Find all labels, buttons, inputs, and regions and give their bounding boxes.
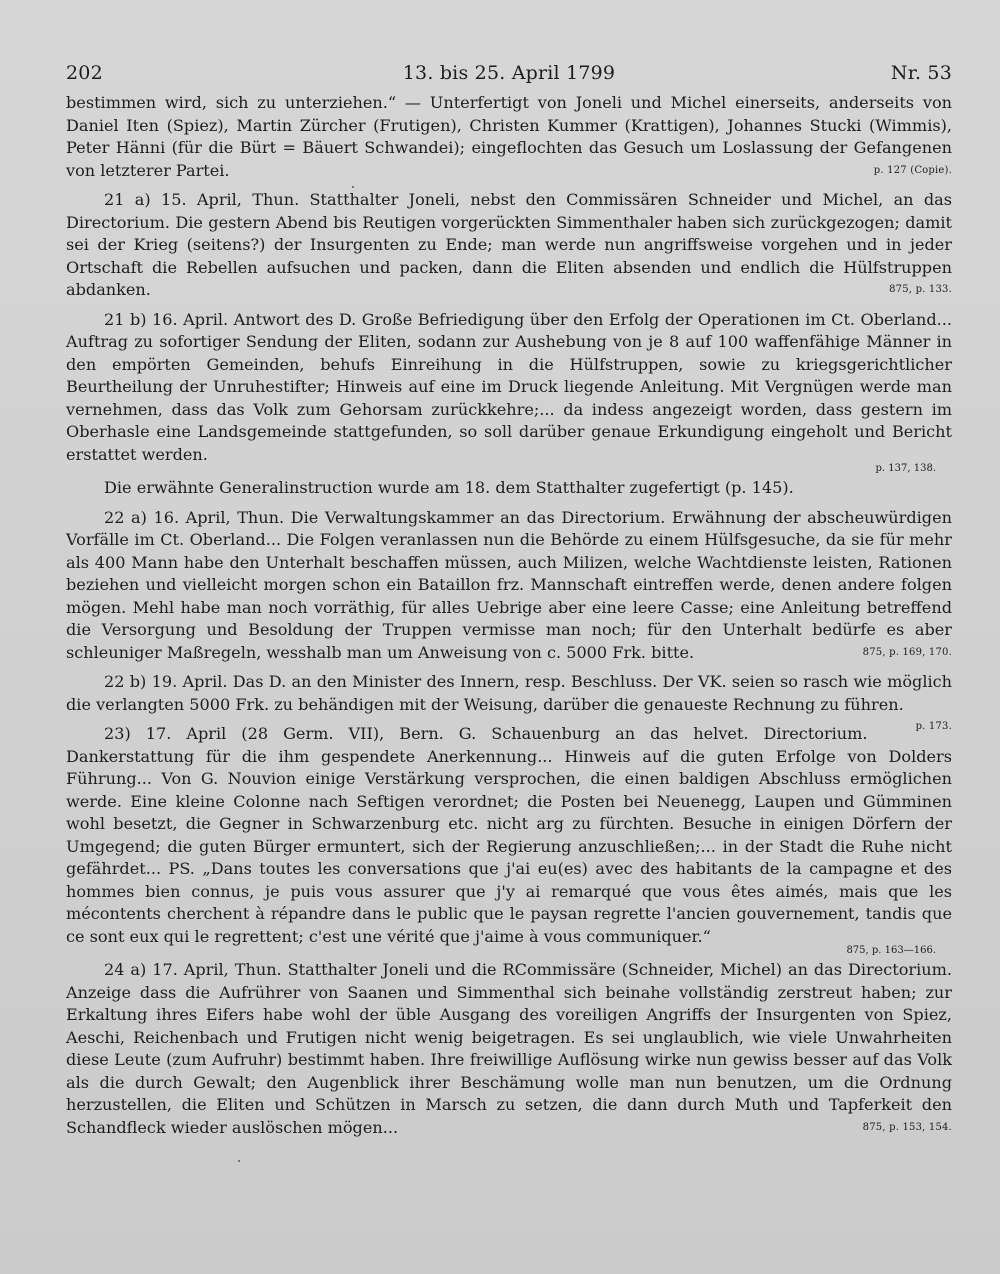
paper-speck	[352, 186, 354, 188]
issue-number: Nr. 53	[890, 62, 952, 84]
archive-reference: 875, p. 153, 154.	[862, 1121, 952, 1133]
archive-reference: p. 173.	[915, 721, 952, 732]
paragraph-24a	[66, 959, 952, 1139]
paragraph-continuation	[66, 92, 952, 182]
page-header	[66, 62, 952, 84]
paragraph-22a	[66, 507, 952, 665]
paragraph-text: 21 b) 16. April. Antwort des D. Große Befriedigung über den Erfolg der Operationen im Ct. Oberland... Auftrag zu sofortiger Sendung der Eliten, sodann zur Aushebung von je 8 auf 100 waffenfähige Männer in den empörten Gemeinden, behufs Einreihung in die Hülfstruppen, sowie zu kriegsgerichtlicher Beurtheilung der Unruhestifter; Hinweis auf eine im Druck liegende Anleitung. Mit Vergnügen werde man vernehmen, dass das Volk zum Gehorsam zurückkehre;... da indess angezeigt worden, dass gestern im Oberhasle eine Landsgemeinde stattgefunden, so soll darüber genaue Erkundigung eingeholt und Bericht erstattet werden.	[66, 309, 952, 464]
archive-reference: 875, p. 169, 170.	[862, 646, 952, 658]
paragraph-text: 24 a) 17. April, Thun. Statthalter Joneli und die RCommissäre (Schneider, Michel) an das Directorium. Anzeige dass die Aufrührer von Saanen und Simmenthal sich beinahe vollständig zerstreut haben; zur Erkaltung ihres Eifers habe wohl der üble Ausgang des voreiligen Angriffs der Insurgenten von Spiez, Aeschi, Reichenbach und Frutigen nicht wenig beigetragen. Es sei unglaublich, wie viele Unwahrheiten diese Leute (zum Aufruhr) bestimmt haben. Ihre freiwillige Auflösung wirke nun gewiss besser auf das Volk als die durch Gewalt; den Augenblick ihrer Beschämung wolle man nun benutzen, um die Ordnung herzustellen, die Eliten und Schützen in Marsch zu setzen, die dann durch Muth und Tapferkeit den Schandfleck wieder auslöschen mögen...	[66, 960, 952, 1137]
paragraph-text: 21 a) 15. April, Thun. Statthalter Joneli, nebst den Commissären Schneider und Michel, an das Directorium. Die gestern Abend bis Reutigen vorgerückten Simmenthaler haben sich zurückgezogen; damit sei der Krieg (seitens?) der Insurgenten zu Ende; man werde nun angriffsweise vorgehen und in jeder Ortschaft die Rebellen aufsuchen und packen, dann die Eliten absenden und endlich die Hülfstruppen abdanken.	[66, 190, 952, 299]
paragraph-note	[66, 477, 952, 500]
paragraph-text: 23) 17. April (28 Germ. VII), Bern. G. Schauenburg an das helvet. Directorium. Dankerstattung für die ihm gespendete Anerkennung... Hinweis auf die guten Erfolge von Dolders Führung... Von G. Nouvion einige Verstärkung versprochen, die einen baldigen Abschluss ermöglichen werde. Eine kleine Colonne nach Seftigen verordnet; die Posten bei Neuenegg, Laupen und Gümminen wohl besetzt, die Gegner in Schwarzenburg etc. nicht arg zu fürchten. Besuche in einigen Dörfern der Umgegend; die guten Bürger ermuntert, sich der Regierung anzuschließen;... in der Stadt die Ruhe nicht gefährdet... PS. „Dans toutes les conversations que j'ai eu(es) avec des habitants de la campagne et des hommes bien connus, je puis vous assurer que j'y ai remarqué que vous êtes aimés, mais que les mécontents cherchent à répandre dans le public que le paysan regrette l'ancien gouvernement, tandis que ce sont eux qui le regrettent; c'est une vérité que j'aime à vous communiquer.“	[66, 724, 952, 946]
paragraph-text: 22 a) 16. April, Thun. Die Verwaltungskammer an das Directorium. Erwähnung der abscheuwürdigen Vorfälle im Ct. Oberland... Die Folgen veranlassen nun die Behörde zu einem Hülfsgesuche, da sie für mehr als 400 Mann habe den Unterhalt beschaffen müssen, auch Milizen, welche Wachtdienste leisten, Rationen beziehen und vielleicht morgen schon ein Bataillon frz. Mannschaft eintreffen werde, denen andere folgen mögen. Mehl habe man noch vorräthig, für alles Uebrige aber eine leere Casse; eine Anleitung betreffend die Versorgung und Besoldung der Truppen vermisse man noch; für den Unterhalt bedürfe es aber schleuniger Maßregeln, wesshalb man um Anweisung von c. 5000 Frk. bitte.	[66, 507, 952, 662]
paragraph-21a	[66, 189, 952, 302]
body-text	[66, 92, 952, 1139]
paragraph-text: bestimmen wird, sich zu unterziehen.“ — Unterfertigt von Joneli und Michel einerseits, anderseits von Daniel Iten (Spiez), Martin Zürcher (Frutigen), Christen Kummer (Krattigen), Johannes Stucki (Wimmis), Peter Hänni (für die Bürt = Bäuert Schwandei); eingeflochten das Gesuch um Loslassung der Gefangenen von letzterer Partei.	[66, 93, 952, 180]
archive-reference: p. 137, 138.	[875, 463, 936, 474]
archive-reference: p. 127 (Copie).	[873, 164, 952, 176]
paper-speck	[238, 1160, 240, 1162]
archive-reference: 875, p. 163—166.	[846, 945, 936, 956]
paragraph-23	[66, 723, 952, 948]
paragraph-22b	[66, 671, 952, 732]
paragraph-text: Die erwähnte Generalinstruction wurde am 18. dem Statthalter zugefertigt (p. 145).	[104, 478, 794, 497]
page-number: 202	[66, 62, 103, 84]
paragraph-21b	[66, 309, 952, 467]
paragraph-text: 22 b) 19. April. Das D. an den Minister des Innern, resp. Beschluss. Der VK. seien so rasch wie möglich die verlangten 5000 Frk. zu behändigen mit der Weisung, darüber die genaueste Rechnung zu führen.	[66, 672, 952, 714]
archive-reference: 875, p. 133.	[889, 284, 952, 295]
running-title: 13. bis 25. April 1799	[402, 62, 616, 84]
